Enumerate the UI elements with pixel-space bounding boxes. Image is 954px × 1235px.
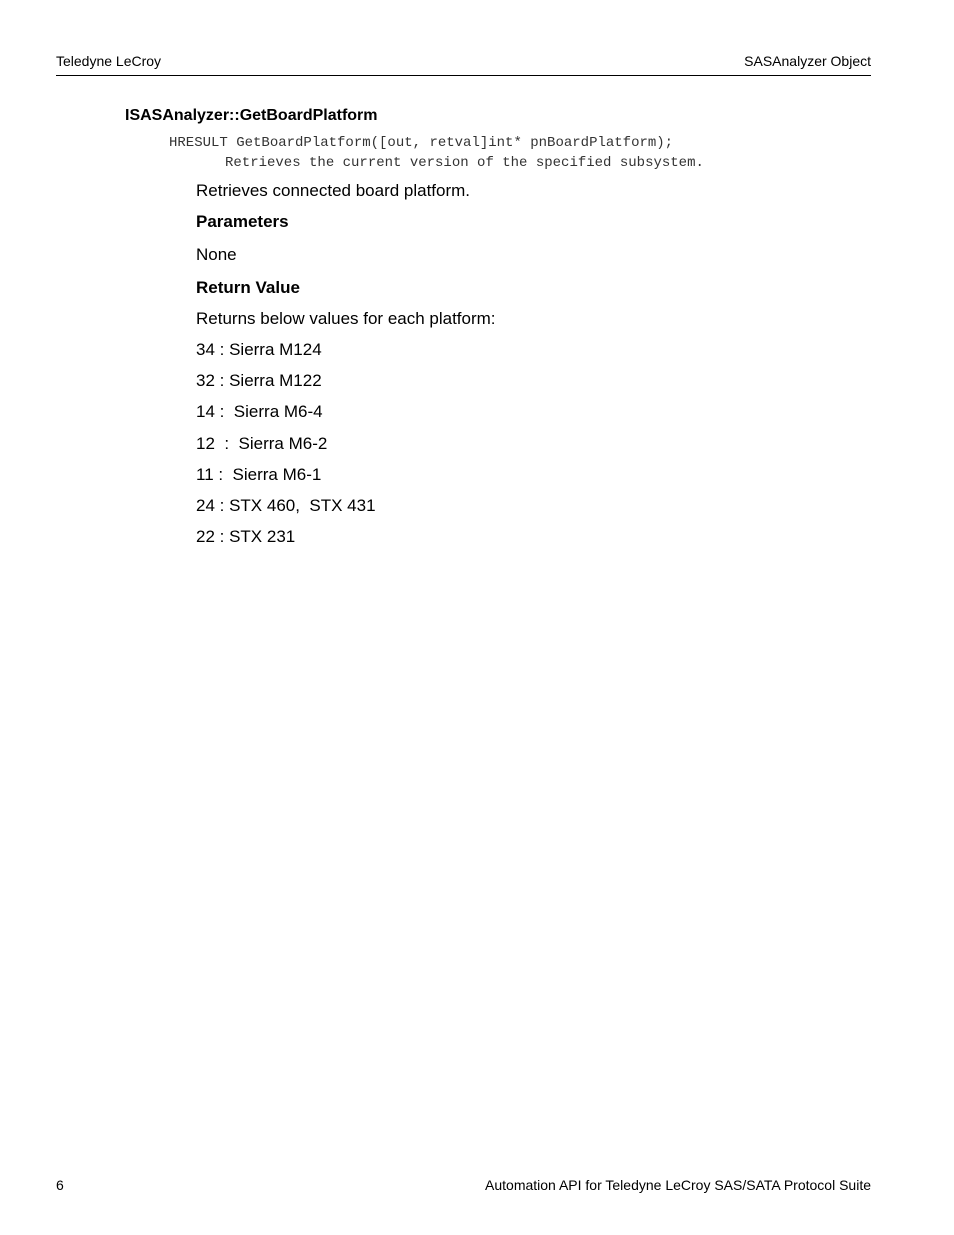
platform-list-item: 24 : STX 460, STX 431 (196, 496, 376, 515)
header-company: Teledyne LeCroy (56, 53, 162, 69)
method-description: Retrieves connected board platform. (196, 181, 471, 200)
parameters-heading: Parameters (196, 212, 289, 231)
method-title: ISASAnalyzer::GetBoardPlatform (125, 107, 378, 124)
document-title: Automation API for Teledyne LeCroy SAS/SATA Protocol Suite (485, 1177, 871, 1193)
method-signature-note: Retrieves the current version of the specified subsystem. (225, 155, 704, 171)
return-value-intro: Returns below values for each platform: (196, 309, 496, 328)
platform-list-item: 22 : STX 231 (196, 527, 296, 546)
page-header (56, 52, 871, 76)
platform-list-item: 34 : Sierra M124 (196, 340, 322, 359)
parameters-value: None (196, 245, 237, 264)
platform-list-item: 32 : Sierra M122 (196, 371, 322, 390)
return-value-heading: Return Value (196, 278, 300, 297)
method-signature: HRESULT GetBoardPlatform([out, retval]int* pnBoardPlatform); (169, 135, 674, 151)
header-section: SASAnalyzer Object (744, 53, 871, 69)
platform-list-item: 12 : Sierra M6-2 (196, 434, 328, 453)
page-number: 6 (56, 1177, 64, 1193)
platform-list-item: 11 : Sierra M6-1 (196, 465, 322, 484)
platform-list-item: 14 : Sierra M6-4 (196, 402, 323, 421)
